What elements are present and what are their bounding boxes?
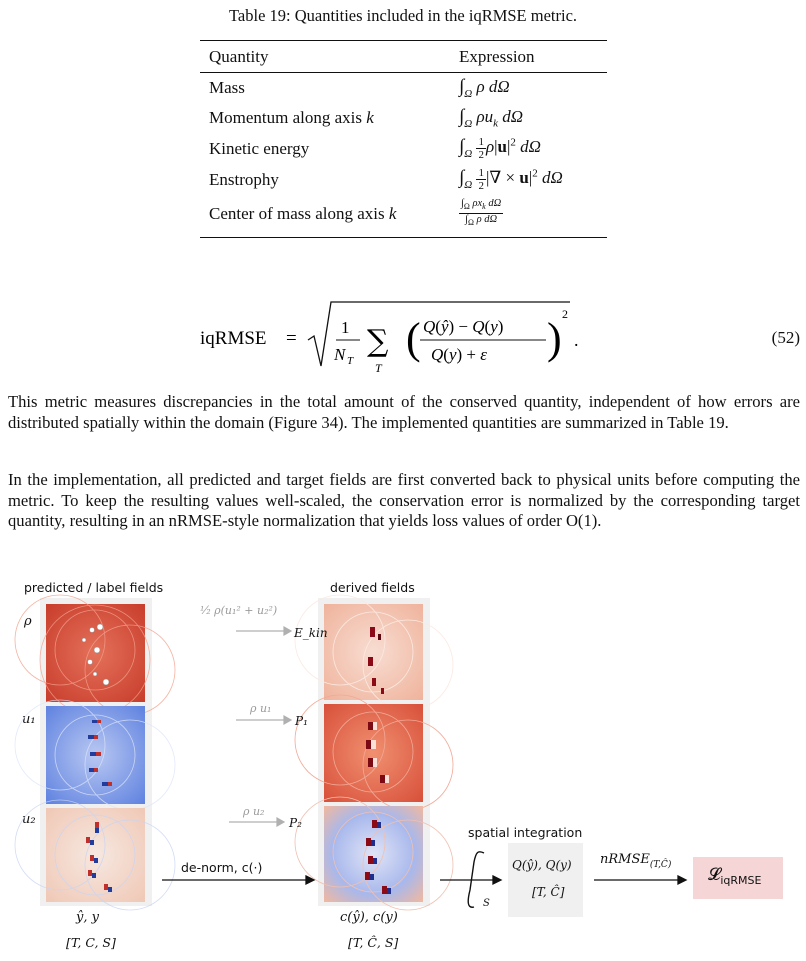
expression-cell: $\int_\Omega$ $\frac{1}{2}$ $\rho|u|^2$ dΩ — [459, 136, 541, 161]
left-title: predicted / label fields — [24, 580, 164, 595]
svg-text:T: T — [375, 361, 382, 375]
table-caption: Table 19: Quantities included in the iqRMSE metric. — [228, 6, 578, 25]
col-header-quantity: Quantity — [200, 41, 450, 73]
denorm-label: de-norm, c(·) — [181, 860, 263, 875]
equation-lhs: iqRMSE — [200, 328, 267, 349]
box-text: Q(ŷ), Q(y) — [512, 858, 572, 872]
row-label-rho: ρ — [24, 614, 32, 629]
p1-formula: ρ u₁ — [250, 702, 272, 715]
right-title: derived fields — [330, 580, 415, 595]
p2-label: P₂ — [289, 816, 302, 830]
quantity-cell: Enstrophy — [209, 169, 279, 189]
svg-text:Q(y) + ε: Q(y) + ε — [431, 345, 487, 364]
quantity-cell: Center of mass along axis k — [200, 195, 450, 238]
svg-text:2: 2 — [562, 307, 568, 321]
integral-subscript: S — [483, 898, 490, 909]
svg-text:=: = — [286, 328, 297, 349]
svg-text:∑: ∑ — [367, 324, 389, 359]
expression-cell: $\frac{\int_\Omega \rho x_k d\Omega}{\int_\Omega \rho d\Omega}$ — [450, 195, 607, 238]
left-dims: [T, C, S] — [66, 935, 116, 950]
quantity-cell: Momentum along axis k — [209, 108, 374, 127]
svg-text:): ) — [547, 314, 562, 363]
rho-field-panel — [46, 604, 145, 702]
expression-cell: $\int_\Omega$ $\rho u_k$ dΩ — [459, 106, 524, 130]
svg-text:1: 1 — [341, 318, 350, 337]
svg-text:(: ( — [406, 314, 421, 363]
col-header-expression: Expression — [450, 41, 607, 73]
svg-text:.: . — [574, 330, 579, 350]
paragraph-1: This metric measures discrepancies in the total amount of the conserved quantity, independent of how errors are distributed spatially within the domain (Figure 34). The implemented quantities are summarized in Table 19. — [8, 392, 800, 432]
ekin-formula: ¹⁄₂ ρ(u₁² + u₂²) — [200, 604, 278, 617]
svg-text:N: N — [334, 345, 346, 364]
svg-text:Q(ŷ) − Q(y): Q(ŷ) − Q(y) — [423, 317, 504, 336]
row-label-u1: u₁ — [22, 712, 36, 727]
quantity-cell: Kinetic energy — [209, 138, 310, 158]
svg-text:T: T — [347, 355, 354, 367]
right-caption: c(ŷ), c(y) — [340, 910, 398, 925]
quantity-cell: Mass — [209, 78, 245, 97]
equation-number: (52) — [771, 328, 800, 347]
right-dims: [T, Ĉ, S] — [348, 935, 399, 950]
loss-label: 𝓛$_{iqRMSE}$ — [708, 865, 762, 887]
row-label-u2: u₂ — [22, 812, 36, 827]
p1-field-panel — [324, 704, 423, 802]
paragraph-2: In the implementation, all predicted and target fields are first converted back to physical units before computing the metric. To keep the resulting values well-scaled, the conservation error is normalized by the corresponding target quantity, resulting in an nRMSE-style normalization that yields loss values of order O(1). — [8, 470, 800, 530]
box-dims: [T, Ĉ] — [532, 885, 565, 899]
p2-formula: ρ u₂ — [243, 805, 265, 818]
p1-label: P₁ — [295, 714, 308, 728]
expression-cell: $\int_\Omega$ $\frac{1}{2}$ |∇ × $u|^2$ dΩ — [459, 167, 563, 192]
expression-cell: $\int_\Omega$ ρ dΩ — [459, 76, 510, 100]
left-caption: ŷ, y — [76, 910, 99, 925]
nrmse-label: nRMSE$_{(T,Ĉ)}$ — [600, 852, 672, 870]
ekin-label: E_kin — [294, 626, 328, 640]
spatial-integration-label: spatial integration — [468, 825, 583, 840]
